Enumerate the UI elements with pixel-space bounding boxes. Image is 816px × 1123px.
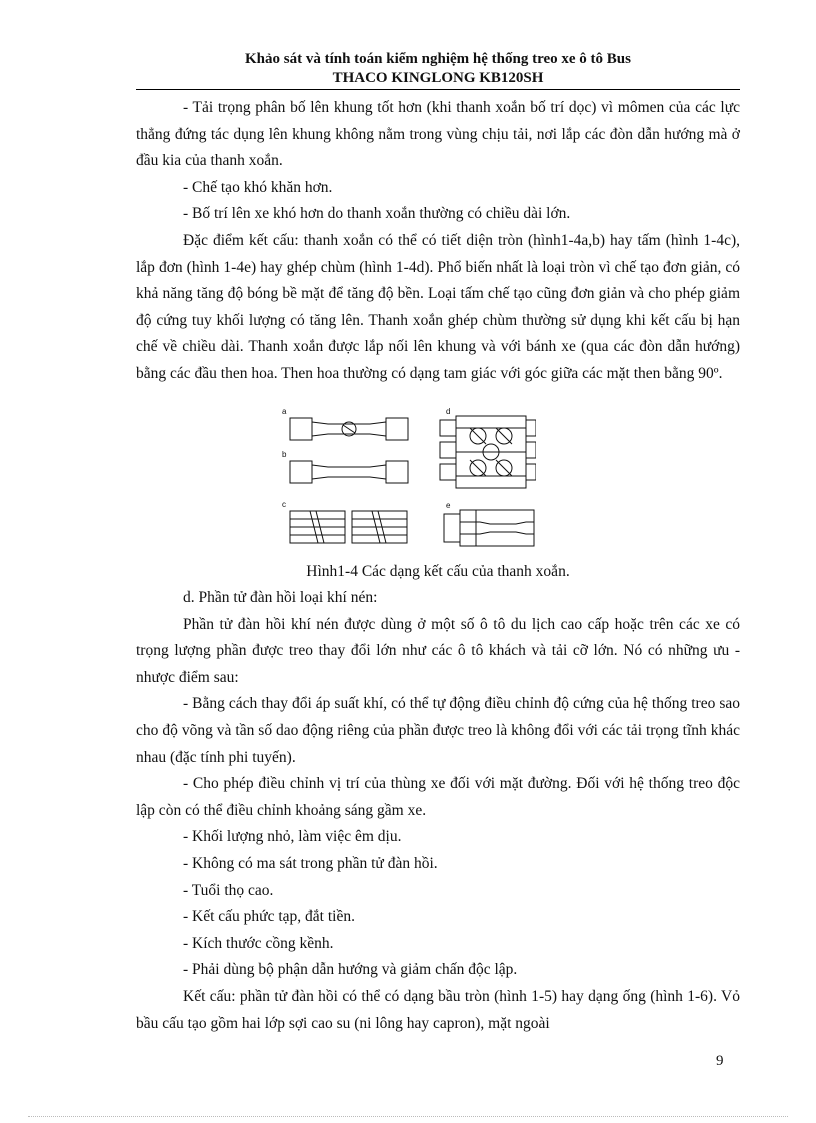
running-header: [136, 50, 740, 88]
body-text-top: [136, 95, 740, 388]
paragraph: - Khối lượng nhỏ, làm việc êm dịu.: [183, 828, 402, 846]
figure-label-e: e: [446, 501, 451, 510]
paragraph: - Tuổi thọ cao.: [183, 881, 274, 899]
section-heading: d. Phần tử đàn hồi loại khí nén:: [183, 589, 378, 606]
figure-caption: Hình1-4 Các dạng kết cấu của thanh xoắn.: [306, 563, 570, 580]
figure-label-a: a: [282, 407, 287, 416]
paragraph: - Bằng cách thay đổi áp suất khí, có thể tự động điều chỉnh độ cứng của hệ thống treo sao cho độ võng và tần số dao động riêng của phần được treo là không đổi với các tải trọng tĩnh khác nhau (đặc tính phi tuyến).: [136, 695, 740, 766]
header-subtitle: THACO KINGLONG KB120SH: [332, 70, 544, 86]
paragraph: - Chế tạo khó khăn hơn.: [183, 178, 333, 196]
paragraph: - Kết cấu phức tạp, đắt tiền.: [183, 908, 355, 926]
paragraph: - Kích thước cồng kềnh.: [183, 934, 334, 952]
paragraph: - Cho phép điều chỉnh vị trí của thùng xe đối với mặt đường. Đối với hệ thống treo độc lập còn có thể điều chỉnh khoảng sáng gầm xe.: [136, 775, 740, 819]
figure-label-b: b: [282, 450, 287, 459]
paragraph: - Không có ma sát trong phần tử đàn hồi.: [183, 854, 438, 872]
paragraph: - Bố trí lên xe khó hơn do thanh xoắn thường có chiều dài lớn.: [183, 205, 571, 223]
body-text-bottom: [136, 585, 740, 1037]
header-rule: [136, 89, 740, 90]
paragraph: Đặc điểm kết cấu: thanh xoắn có thể có tiết diện tròn (hình1-4a,b) hay tấm (hình 1-4c), lắp đơn (hình 1-4e) hay ghép chùm (hình 1-4d). Phổ biến nhất là loại tròn vì chế tạo đơn giản, có khả năng tăng độ bóng bề mặt để tăng độ bền. Loại tấm chế tạo cũng đơn giản và cho phép giảm độ cứng tuy khối lượng có tăng lên. Thanh xoắn ghép chùm thường sử dụng khi kết cấu bị hạn chế về chiều dài. Thanh xoắn được lắp nối lên khung và với bánh xe (qua các đòn dẫn hướng) bằng các đầu then hoa. Then hoa thường có dạng tam giác với góc giữa các mặt then bằng 90º.: [136, 231, 740, 382]
paragraph: Kết cấu: phần tử đàn hồi có thể có dạng bầu tròn (hình 1-5) hay dạng ống (hình 1-6). Vỏ bầu cấu tạo gồm hai lớp sợi cao su (ni lông hay capron), mặt ngoài: [136, 987, 740, 1032]
header-title: Khảo sát và tính toán kiểm nghiệm hệ thống treo xe ô tô Bus: [244, 51, 631, 67]
paragraph: - Phải dùng bộ phận dẫn hướng và giảm chấn độc lập.: [183, 961, 518, 979]
figure-label-c: c: [282, 500, 286, 509]
torsion-bar-drawing: [280, 406, 536, 556]
paragraph: - Tải trọng phân bố lên khung tốt hơn (khi thanh xoắn bố trí dọc) vì mômen của các lực thẳng đứng tác dụng lên khung không nằm trong vùng chịu tải, nơi lắp các đòn dẫn hướng mà ở đầu kia của thanh xoắn.: [136, 99, 740, 170]
page-bottom-rule: [28, 1116, 788, 1117]
figure-label-d: d: [446, 407, 451, 416]
torsion-bar-figure: [280, 406, 536, 556]
paragraph: Phần tử đàn hồi khí nén được dùng ở một số ô tô du lịch cao cấp hoặc trên các xe có trọng lượng phần được treo thay đổi lớn như các ô tô khách và tải cỡ lớn. Nó có những ưu - nhược điểm sau:: [136, 615, 740, 686]
page-number: 9: [716, 1053, 724, 1069]
